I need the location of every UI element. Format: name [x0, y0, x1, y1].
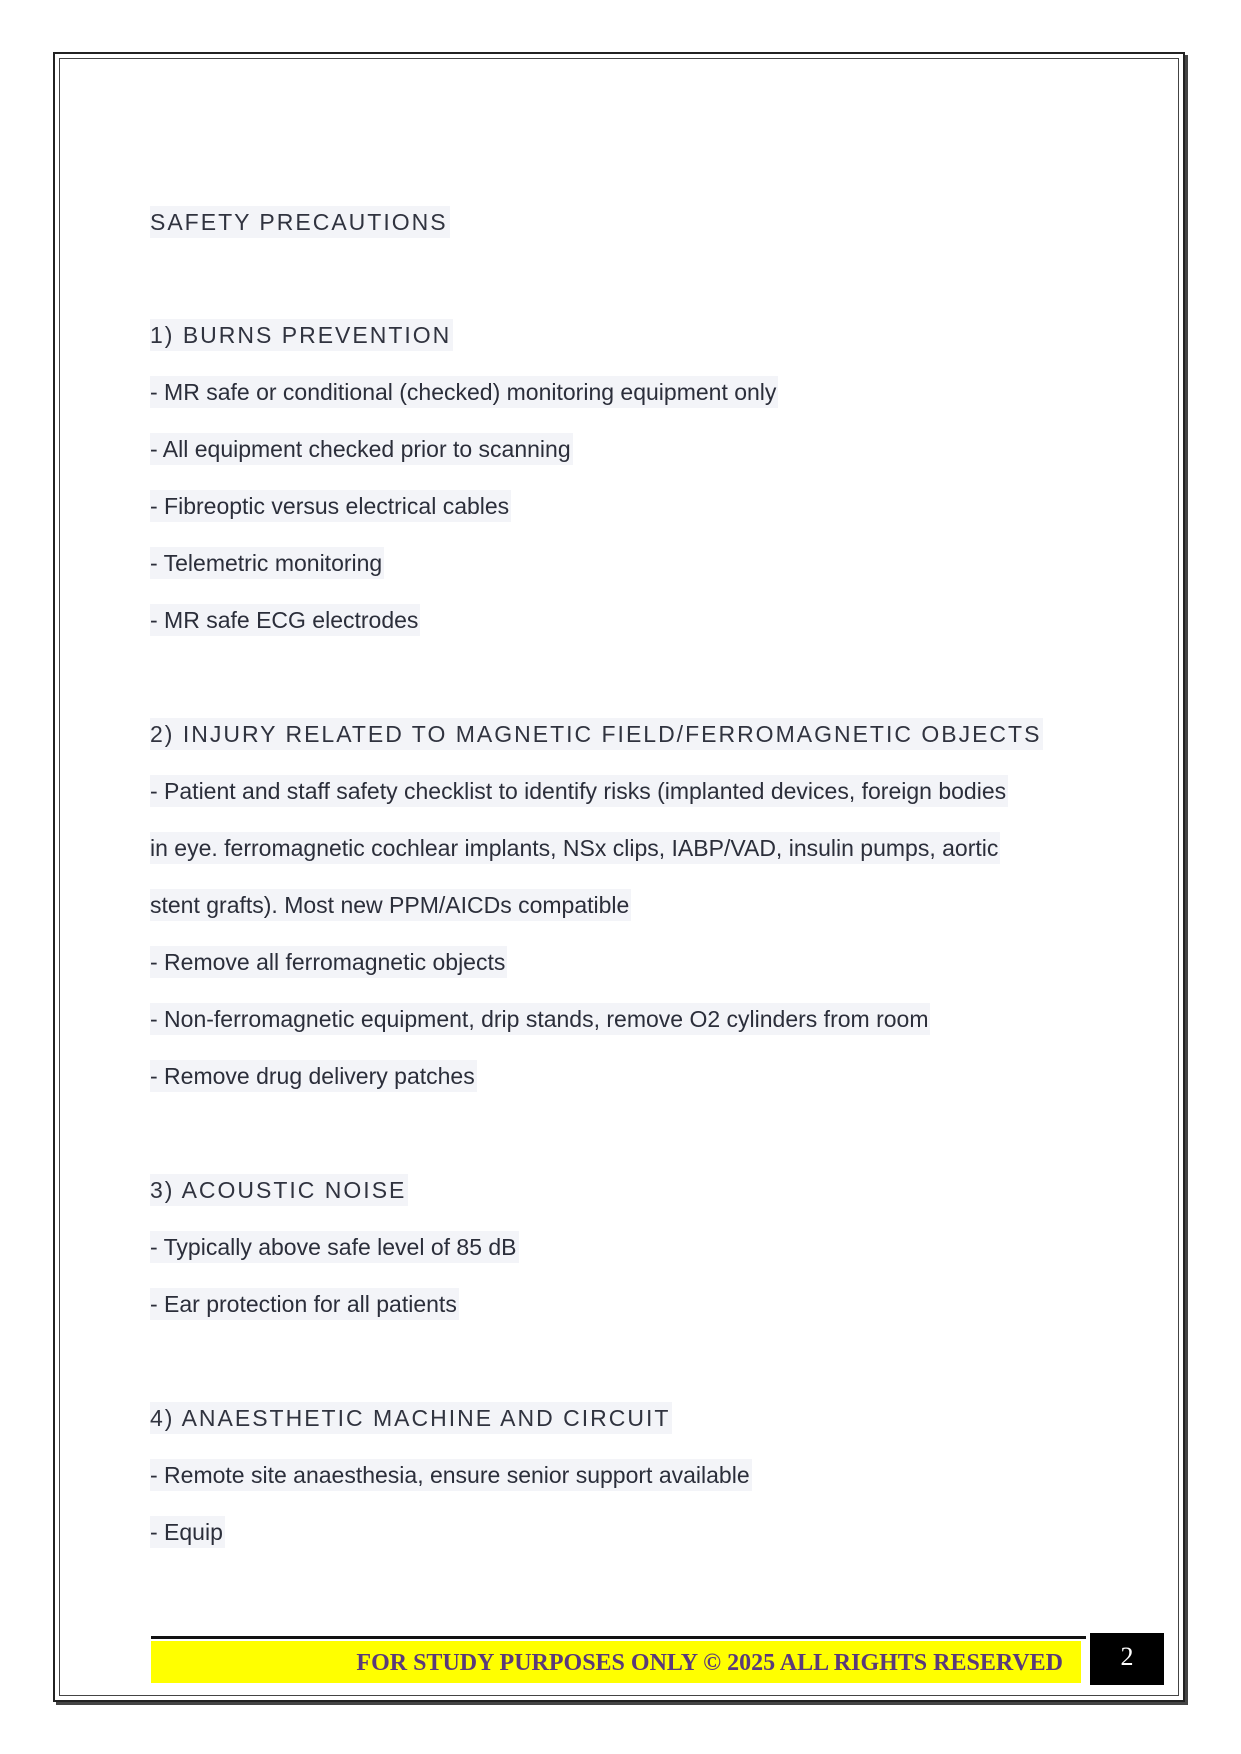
list-item: - All equipment checked prior to scanning	[150, 433, 573, 465]
footer-band	[151, 1641, 1081, 1683]
list-item: - Telemetric monitoring	[150, 547, 384, 579]
list-item: - MR safe ECG electrodes	[150, 604, 420, 636]
list-item: in eye. ferromagnetic cochlear implants, NSx clips, IABP/VAD, insulin pumps, aortic	[150, 832, 1000, 864]
list-item: - Equip	[150, 1516, 225, 1548]
heading-injury-magnetic: 2) INJURY RELATED TO MAGNETIC FIELD/FERROMAGNETIC OBJECTS	[150, 718, 1043, 750]
footer-notice: FOR STUDY PURPOSES ONLY © 2025 ALL RIGHTS RESERVED	[356, 1650, 1063, 1676]
list-item: - Ear protection for all patients	[150, 1288, 459, 1320]
heading-anaesthetic-machine: 4) ANAESTHETIC MACHINE AND CIRCUIT	[150, 1402, 672, 1434]
list-item: - Patient and staff safety checklist to identify risks (implanted devices, foreign bodies	[150, 775, 1008, 807]
heading-acoustic-noise: 3) ACOUSTIC NOISE	[150, 1174, 408, 1206]
list-item: - Remove drug delivery patches	[150, 1060, 477, 1092]
list-item: - Fibreoptic versus electrical cables	[150, 490, 511, 522]
list-item: - Non-ferromagnetic equipment, drip stands, remove O2 cylinders from room	[150, 1003, 930, 1035]
list-item: - Remove all ferromagnetic objects	[150, 946, 507, 978]
page-border-inner	[59, 58, 1179, 1696]
section-title: SAFETY PRECAUTIONS	[150, 206, 450, 238]
footer-divider	[151, 1636, 1086, 1639]
list-item: - Typically above safe level of 85 dB	[150, 1231, 519, 1263]
list-item: stent grafts). Most new PPM/AICDs compatible	[150, 889, 631, 921]
heading-burns-prevention: 1) BURNS PREVENTION	[150, 319, 453, 351]
page-border	[53, 52, 1185, 1702]
list-item: - Remote site anaesthesia, ensure senior support available	[150, 1459, 752, 1491]
list-item: - MR safe or conditional (checked) monitoring equipment only	[150, 376, 778, 408]
page-number: 2	[1090, 1633, 1164, 1685]
